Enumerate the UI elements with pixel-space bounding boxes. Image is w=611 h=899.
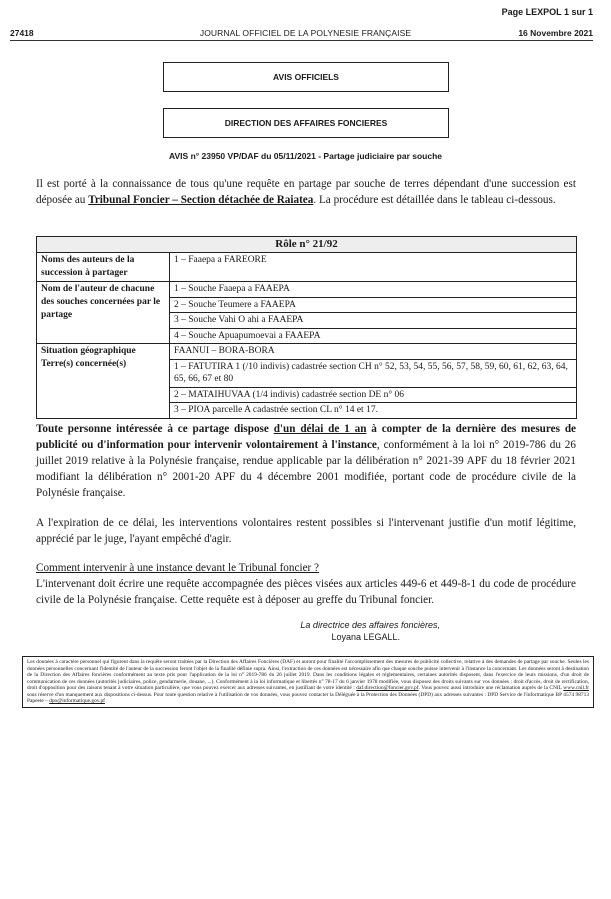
row-label: Nom de l'auteur de chacune des souches concernées par le partage bbox=[37, 282, 170, 344]
delay-highlight: d'un délai de 1 an bbox=[273, 423, 367, 435]
tribunal-name: Tribunal Foncier – Section détachée de Raiatea bbox=[88, 194, 314, 206]
howto-heading: Comment intervenir à une instance devant le Tribunal foncier ? bbox=[36, 562, 320, 574]
intervention-paragraph bbox=[36, 421, 576, 501]
notice-text-b: . Vous pouvez aussi introduire une réclamation auprès de la CNIL bbox=[418, 685, 564, 691]
row-label: Noms des auteurs de la succession à partager bbox=[37, 253, 170, 282]
row-value: 4 – Souche Apuapumoevai a FAAEPA bbox=[174, 330, 321, 341]
row-value: 1 – FATUTIRA 1 (/10 indivis) cadastrée section CH n° 52, 53, 54, 55, 56, 57, 58, 59, 60, 61, 62, 63, 64, 65, 66, 67 et 80 bbox=[170, 360, 576, 388]
row-values bbox=[170, 282, 577, 344]
signature-role: La directrice des affaires foncières, bbox=[300, 620, 440, 630]
row-value: 3 – PIOA parcelle A cadastrée section CL n° 14 et 17. bbox=[174, 405, 378, 415]
avis-officiels-box: AVIS OFFICIELS bbox=[163, 62, 449, 92]
page-number: 27418 bbox=[10, 28, 34, 38]
row-values bbox=[170, 344, 577, 419]
table-row bbox=[37, 344, 577, 419]
row-value: FAANUI – BORA-BORA bbox=[170, 344, 576, 360]
howto-paragraph: L'intervenant doit écrire une requête accompagnée des pièces visées aux articles 449-6 et 449-8-1 du code de procédure civile de la Polynésie française. Cette requête est à déposer au greffe du Tribunal foncier. bbox=[36, 578, 576, 606]
expiration-paragraph: A l'expiration de ce délai, les interventions volontaires restent possibles si l'intervenant justifie d'un motif légitime, apprécié par le juge, l'ayant empêché d'agir. bbox=[36, 517, 576, 545]
intro-text-after: . La procédure est détaillée dans le tableau ci-dessous. bbox=[313, 194, 556, 206]
role-title: Rôle n° 21/92 bbox=[37, 237, 577, 253]
cnil-link[interactable]: www.cnil.fr bbox=[563, 685, 589, 691]
issue-date: 16 Novembre 2021 bbox=[518, 28, 593, 38]
intervention-bold-b: à compter de la dernière des mesures de publicité ou d'information pour intervenir volontairement à l'instance bbox=[36, 423, 577, 451]
intervention-rest: , conformément à la loi n° 2019-786 du 26 juillet 2019 relative à la Polynésie française, rendue applicable par la délibération n° 2021-39 APF du 18 février 2021 modifiant la délibération n° 2001-20 APF du 4 décembre 2001 modifiée, portant code de procédure civile de la Polynésie française. bbox=[36, 439, 576, 499]
intro-paragraph bbox=[36, 176, 576, 208]
direction-box: DIRECTION DES AFFAIRES FONCIERES bbox=[163, 108, 449, 138]
data-protection-notice bbox=[22, 656, 594, 708]
intervention-bold-a: Toute personne intéressée à ce partage dispose bbox=[36, 423, 274, 435]
intro-text-before: Il est porté à la connaissance de tous qu'une requête en partage par souche de terres dépendant d'une succession est déposée au bbox=[36, 178, 576, 206]
row-value: 1 – Souche Faaepa a FAAEPA bbox=[170, 282, 576, 298]
row-value: 2 – MATAIHUVAA (1/4 indivis) cadastrée section DE n° 06 bbox=[170, 388, 576, 404]
daf-email-link[interactable]: daf.direction@foncier.gov.pf bbox=[356, 685, 419, 691]
row-label: Situation géographique Terre(s) concernée(s) bbox=[37, 344, 170, 419]
row-values bbox=[170, 253, 577, 282]
avis-title: AVIS n° 23950 VP/DAF du 05/11/2021 - Partage judiciaire par souche bbox=[169, 151, 442, 161]
role-table bbox=[36, 236, 577, 419]
page-label: Page LEXPOL 1 sur 1 bbox=[501, 7, 593, 17]
table-row bbox=[37, 253, 577, 282]
role-table-header-row bbox=[37, 237, 577, 253]
notice-text-c: sous réserve d'un manquement aux dispositions ci-dessus. Pour toute question relative à l'utilisation de vos données, vous pouvez contacter la Déléguée à la Protection des Données (DPD) aux adresses suivantes : DPD Service de l'informatique BP 4574 98713 Papeete – bbox=[27, 691, 589, 704]
journal-title: JOURNAL OFFICIEL DE LA POLYNESIE FRANÇAISE bbox=[199, 28, 412, 38]
row-value: 3 – Souche Vahi O ahi a FAAEPA bbox=[170, 313, 576, 329]
row-value: 2 – Souche Teumere a FAAEPA bbox=[170, 298, 576, 314]
table-row bbox=[37, 282, 577, 344]
header-rule bbox=[10, 40, 593, 41]
signature-name: Loyana LEGALL. bbox=[331, 632, 400, 642]
row-value: 1 – Faaepa a FAREORE bbox=[174, 255, 267, 265]
notice-text-a: Les données à caractère personnel qui figurent dans la requête seront traitées par la Direction des Affaires Foncières (DAF) et auront pour finalité l'accomplissement des mesures de publicité collective, relative à des demandes de partage par souche. Seules les données personnelles concernant l'identité de l'auteur de la succession feront l'objet de la finalité définie supra. Ainsi, l'extraction de ces données est nécessaire afin que chaque souche puisse intervenir à l'instance la concernant. Les données seront à destination de la Direction des Affaires foncières conformément au texte pris pour l'application de la loi n° 2019-786 du 26 juillet 2019. Dans les conditions légales et réglementaires, certaines autorités disposent, dans l'exercice de leurs missions, d'un droit de communication de ces données (autorités judiciaires, police, gendarmerie, douane, ...). Conformément à la loi informatique et libertés n° 78-17 du 6 janvier 1978 modifiée, vous disposez des droits suivants sur vos données : droit d'accès, droit de rectification, droit d'opposition pour des raisons tenant à votre situation particulière, que vous pouvez exercer aux adresses suivantes, en justifiant de votre identité : bbox=[27, 659, 589, 691]
dpd-email-link[interactable]: dpo@informatique.gov.pf bbox=[49, 698, 105, 704]
